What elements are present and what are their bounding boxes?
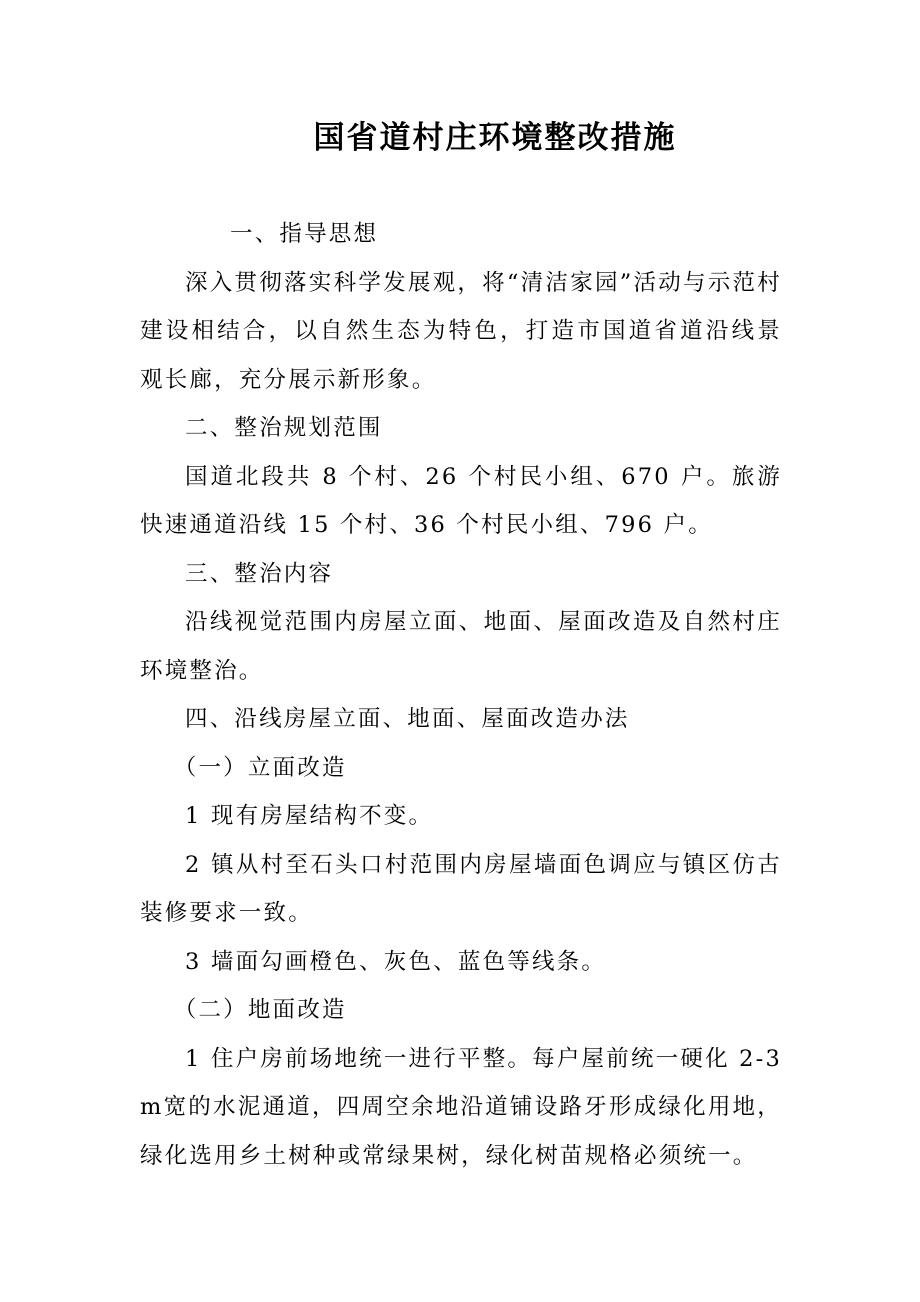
paragraph-guiding-ideology: 深入贯彻落实科学发展观，将“清洁家园”活动与示范村建设相结合，以自然生态为特色，打造市国道省道沿线景观长廊，充分展示新形象。: [140, 269, 782, 393]
section-heading-methods: 四、沿线房屋立面、地面、屋面改造办法: [185, 706, 630, 732]
subheading-facade: （一）立面改造: [173, 754, 347, 781]
section-heading-guiding-ideology: 一、指导思想: [230, 221, 379, 247]
paragraph-content: 沿线视觉范围内房屋立面、地面、屋面改造及自然村庄环境整治。: [140, 609, 782, 684]
document-title: 国省道村庄环境整改措施: [313, 120, 677, 156]
paragraph-scope: 国道北段共 8 个村、26 个村民小组、670 户。旅游快速通道沿线 15 个村、36 个村民小组、796 户。: [140, 463, 782, 538]
list-item-ground-1: 1 住户房前场地统一进行平整。每户屋前统一硬化 2-3m宽的水泥通道，四周空余地沿道铺设路牙形成绿化用地，绿化选用乡土树种或常绿果树，绿化树苗规格必须统一。: [140, 1045, 782, 1169]
list-item-facade-1: 1 现有房屋结构不变。: [185, 803, 434, 829]
list-item-facade-3: 3 墙面勾画橙色、灰色、蓝色等线条。: [185, 948, 607, 975]
subheading-ground: （二）地面改造: [173, 997, 347, 1023]
section-heading-content: 三、整治内容: [185, 560, 334, 587]
document-body: [140, 210, 782, 1180]
section-heading-scope: 二、整治规划范围: [185, 415, 383, 441]
list-item-facade-2: 2 镇从村至石头口村范围内房屋墙面色调应与镇区仿古装修要求一致。: [140, 851, 782, 926]
